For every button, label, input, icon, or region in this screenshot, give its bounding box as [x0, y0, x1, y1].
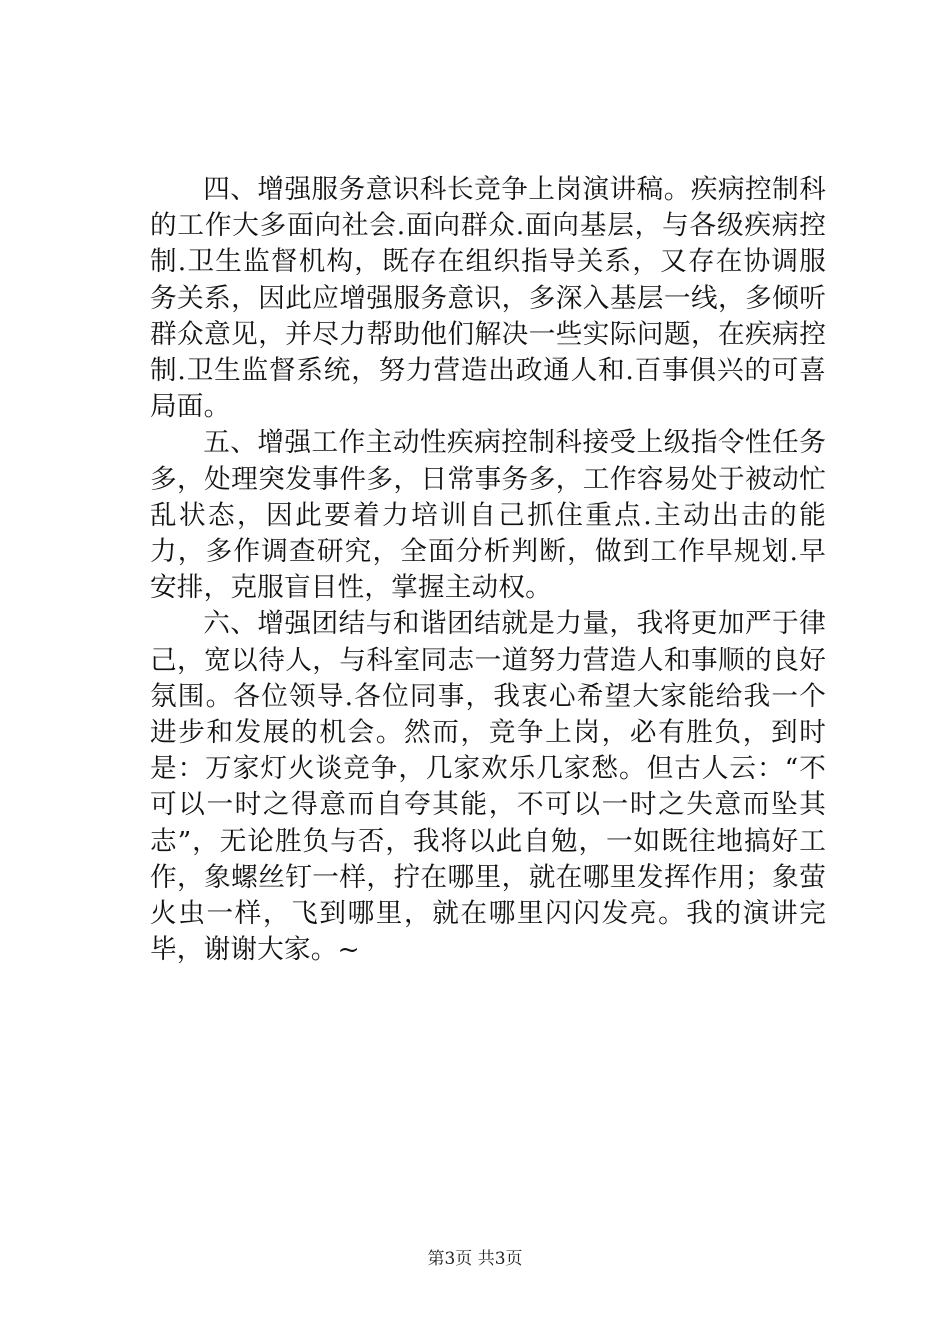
paragraph-service-awareness: 四、增强服务意识科长竞争上岗演讲稿。疾病控制科的工作大多面向社会.面向群众.面向基层，与各级疾病控制.卫生监督机构，既存在组织指导关系，又存在协调服务关系，因此应增强服务意识，多深入基层一线，多倾听群众意见，并尽力帮助他们解决一些实际问题，在疾病控制.卫生监督系统，努力营造出政通人和.百事俱兴的可喜局面。 [150, 174, 826, 423]
page-footer: 第3页 共3页 [427, 1249, 523, 1269]
document-body [150, 172, 826, 968]
paragraph-unity-harmony: 六、增强团结与和谐团结就是力量，我将更加严于律己，宽以待人，与科室同志一道努力营造人和事顺的良好氛围。各位领导.各位同事，我衷心希望大家能给我一个进步和发展的机会。然而，竞争上岗，必有胜负，到时是：万家灯火谈竞争，几家欢乐几家愁。但古人云：“不可以一时之得意而自夸其能，不可以一时之失意而坠其志”，无论胜负与否，我将以此自勉，一如既往地搞好工作，象螺丝钉一样，拧在哪里，就在哪里发挥作用；象萤火虫一样，飞到哪里，就在哪里闪闪发亮。我的演讲完毕，谢谢大家。~ [150, 608, 826, 966]
paragraph-work-initiative: 五、增强工作主动性疾病控制科接受上级指令性任务多，处理突发事件多，日常事务多，工作容易处于被动忙乱状态，因此要着力培训自己抓住重点.主动出击的能力，多作调查研究，全面分析判断，做到工作早规划.早安排，克服盲目性，掌握主动权。 [150, 427, 826, 604]
